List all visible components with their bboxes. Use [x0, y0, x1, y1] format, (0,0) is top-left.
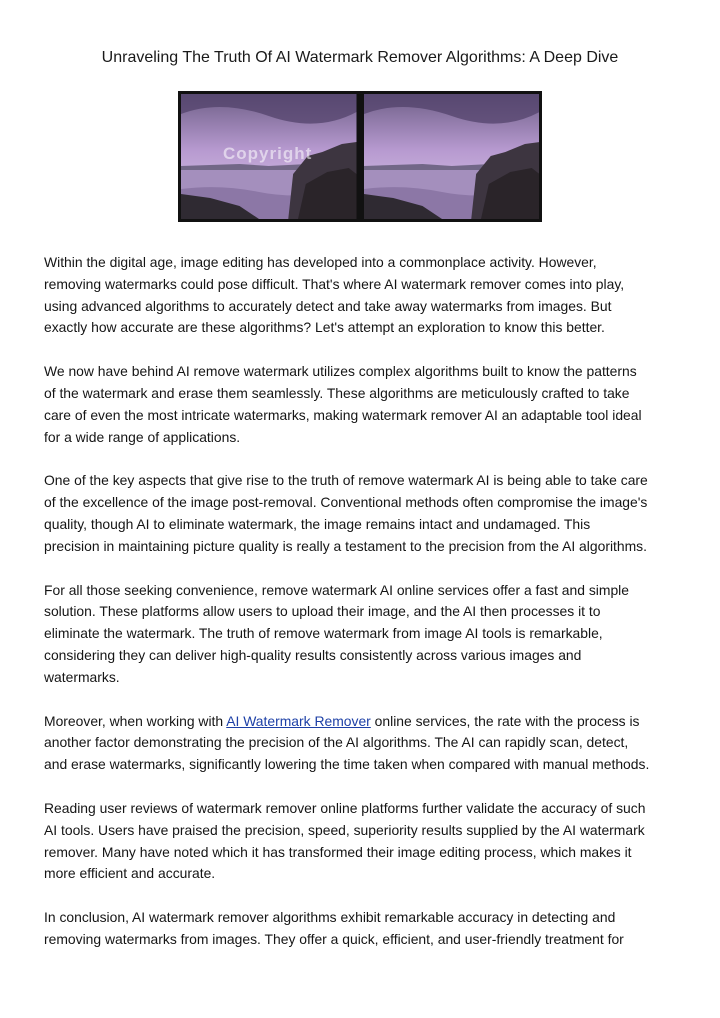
text-line: using advanced algorithms to accurately detect and take away watermarks from images. But	[44, 297, 612, 314]
text-line	[44, 711, 684, 733]
paragraph	[44, 252, 684, 339]
text-fragment: online services, the rate with the process is	[370, 712, 640, 729]
text-line: for a wide range of applications.	[44, 428, 241, 445]
text-line: of the watermark and erase them seamlessly. These algorithms are meticulously crafted to take	[44, 384, 630, 401]
text-line: eliminate the watermark. The truth of remove watermark from image AI tools is remarkable,	[44, 625, 603, 642]
text-line: of the excellence of the image post-removal. Conventional methods often compromise the image's	[44, 494, 648, 511]
before-after-image	[178, 91, 542, 222]
text-line: AI tools. Users have praised the precision, speed, superiority results supplied by the AI watermark	[44, 821, 645, 838]
text-line: and erase watermarks, significantly lowering the time taken when compared with manual methods.	[44, 756, 650, 773]
text-line: exactly how accurate are these algorithms? Let's attempt an exploration to know this better.	[44, 319, 605, 336]
text-line: For all those seeking convenience, remove watermark AI online services offer a fast and simple	[44, 581, 629, 598]
text-line: One of the key aspects that give rise to the truth of remove watermark AI is being able to take care	[44, 472, 648, 489]
paragraph	[44, 470, 684, 557]
text-line: more efficient and accurate.	[44, 865, 216, 882]
text-line: considering they can deliver high-quality results consistently across various images and	[44, 646, 582, 663]
text-line: care of even the most intricate watermarks, making watermark remover AI an adaptable tool ideal	[44, 406, 642, 423]
text-line: precision in maintaining picture quality is really a testament to the precision from the AI algorithms.	[44, 537, 647, 554]
image-watermark-removed	[364, 94, 540, 219]
text-line: Reading user reviews of watermark remover online platforms further validate the accuracy of such	[44, 799, 646, 816]
text-line: In conclusion, AI watermark remover algorithms exhibit remarkable accuracy in detecting and	[44, 909, 616, 926]
landscape-image	[364, 94, 540, 219]
paragraph	[44, 361, 684, 448]
article-body	[44, 252, 684, 973]
text-line: removing watermarks from images. They offer a quick, efficient, and user-friendly treatment for	[44, 930, 624, 947]
text-line: We now have behind AI remove watermark utilizes complex algorithms built to know the patterns	[44, 363, 637, 380]
text-line: watermarks.	[44, 668, 120, 685]
watermark-text: Copyright	[223, 144, 313, 163]
text-line: quality, though AI to eliminate watermark, the image remains intact and undamaged. This	[44, 515, 591, 532]
paragraph	[44, 580, 684, 689]
text-line: removing watermarks could pose difficult. That's where AI watermark remover comes into play,	[44, 275, 625, 292]
image-with-watermark	[181, 94, 357, 219]
paragraph	[44, 798, 684, 885]
text-fragment: Moreover, when working with	[44, 712, 227, 729]
ai-watermark-remover-link[interactable]: AI Watermark Remover	[226, 712, 371, 729]
text-line: Within the digital age, image editing has developed into a commonplace activity. However,	[44, 254, 597, 270]
text-line: remover. Many have noted which it has transformed their image editing process, which makes it	[44, 843, 632, 860]
paragraph-with-link	[44, 711, 684, 776]
page-title: Unraveling The Truth Of AI Watermark Remover Algorithms: A Deep Dive	[101, 49, 619, 66]
text-line: another factor demonstrating the precision of the AI algorithms. The AI can rapidly scan, detect,	[44, 734, 629, 751]
text-line: solution. These platforms allow users to upload their image, and the AI then processes it to	[44, 603, 601, 620]
paragraph	[44, 907, 684, 951]
